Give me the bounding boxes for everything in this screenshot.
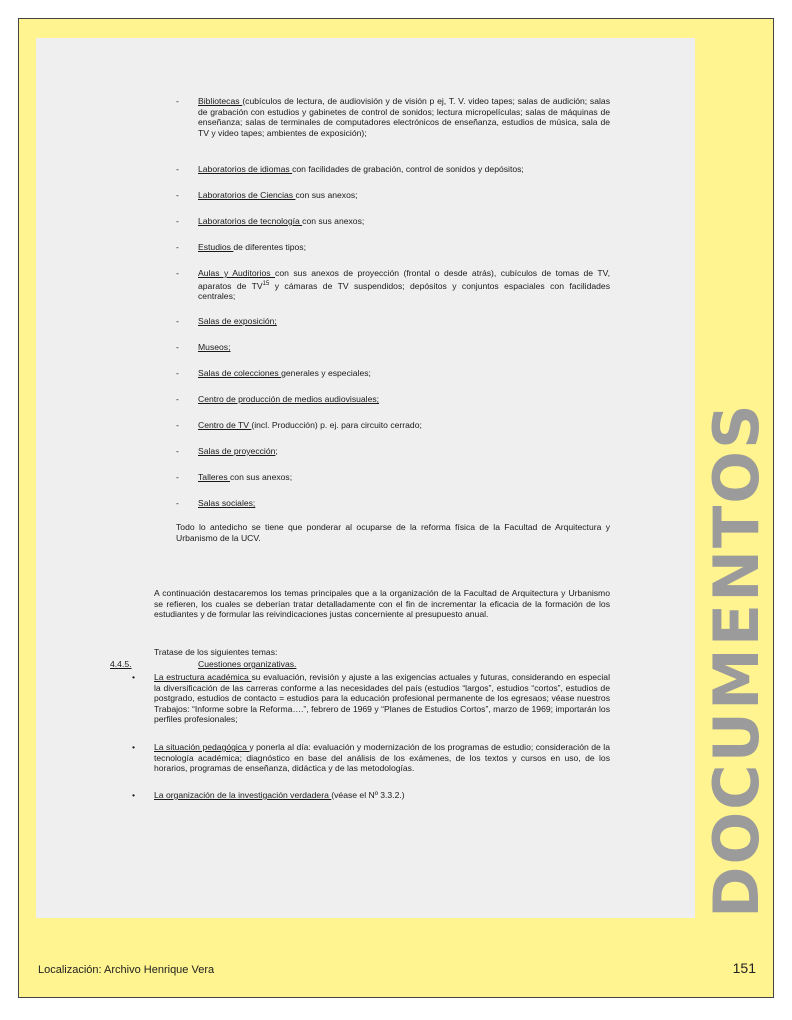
- topic-label: La estructura académica: [154, 672, 252, 682]
- section-number: 4.4.5.: [110, 659, 132, 669]
- list-item-label: Salas de proyección: [198, 446, 276, 456]
- topic-bullet: [132, 742, 610, 774]
- list-item: [176, 242, 610, 253]
- list-item: [176, 472, 610, 483]
- list-dash: -: [176, 316, 179, 326]
- footer-location: Localización: Archivo Henrique Vera: [38, 964, 215, 976]
- list-item: [176, 164, 610, 175]
- topic-bullet: [132, 790, 610, 801]
- list-item: [176, 268, 610, 302]
- list-item-text: [198, 96, 610, 138]
- topic-bullet: [132, 672, 610, 725]
- list-item-text: [198, 420, 610, 431]
- list-item-label: Salas sociales;: [198, 498, 256, 508]
- list-item-body: con sus anexos de proyección (frontal o desde atrás), cubículos de tomas de TV, aparatos de TV: [198, 268, 610, 291]
- list-item-text: [198, 498, 610, 509]
- list-dash: -: [176, 420, 179, 430]
- list-item-text: [198, 316, 610, 327]
- list-item-text: [198, 368, 610, 379]
- list-item: [176, 342, 610, 353]
- list-item-text: [198, 446, 610, 457]
- list-item-label: Laboratorios de Ciencias: [198, 190, 296, 200]
- list-item-text: [198, 242, 610, 253]
- list-item-body: y cámaras de TV suspendidos; depósitos y conjuntos espaciales con facilidades centrales;: [198, 280, 610, 302]
- topic-body: su evaluación, revisión y ajuste a las exigencias actuales y futuras, considerando en especial la diversificación de las carreras conforme a las necesidades del país (estudios “largos”, estudios “cortos”, estudios de postgrado, estudios de contacto = estudios para la educación profesional permanente de los egresaos; véase nuestros Trabajos: “Informe sobre la Reforma….”, febrero de 1969 y “Planes de Estudios Cortos”, marzo de 1969; importarán los perfiles profesionales;: [154, 672, 610, 725]
- list-dash: -: [176, 368, 179, 378]
- list-item-label: Centro de producción de medios audiovisuales;: [198, 394, 380, 404]
- list-dash: -: [176, 96, 179, 106]
- list-item-label: Salas de colecciones: [198, 368, 282, 378]
- list-item-label: Aulas y Auditorios: [198, 268, 276, 278]
- list-item-text: [198, 190, 610, 201]
- topic-text: [154, 790, 610, 801]
- list-dash: -: [176, 216, 179, 226]
- bullet-dot: •: [132, 742, 136, 752]
- list-item-label: Salas de exposición;: [198, 316, 277, 326]
- list-item-label: Laboratorios de tecnología: [198, 216, 303, 226]
- list-item: [176, 316, 610, 327]
- topic-text: [154, 672, 610, 725]
- bullet-dot: •: [132, 672, 136, 682]
- list-dash: -: [176, 242, 179, 252]
- bullet-dot: •: [132, 790, 136, 800]
- list-item: [176, 368, 610, 379]
- list-dash: -: [176, 190, 179, 200]
- section-title: Cuestiones organizativas.: [198, 659, 297, 669]
- footnote-marker: 15: [262, 280, 270, 287]
- list-item-body: con sus anexos;: [302, 216, 365, 226]
- list-item-label: Bibliotecas: [198, 96, 243, 106]
- list-item: [176, 498, 610, 509]
- list-dash: -: [176, 394, 179, 404]
- list-item: [176, 216, 610, 227]
- page-number: 151: [732, 960, 756, 976]
- list-item-label: Talleres: [198, 472, 230, 482]
- list-dash: -: [176, 472, 179, 482]
- list-item-body: (incl. Producción) p. ej. para circuito cerrado;: [251, 420, 422, 430]
- closing-paragraph: Todo lo antedicho se tiene que ponderar al ocuparse de la reforma física de la Facultad de Arquitectura y Urbanismo de la UCV.: [176, 522, 610, 543]
- list-dash: -: [176, 268, 179, 278]
- list-item-body: ;: [275, 446, 278, 456]
- list-dash: -: [176, 498, 179, 508]
- list-item: [176, 190, 610, 201]
- side-title: DOCUMENTOS: [700, 402, 773, 918]
- list-item: [176, 96, 610, 138]
- list-item-body: con facilidades de grabación, control de sonidos y depósitos;: [292, 164, 524, 174]
- topic-label: La organización de la investigación verdadera: [154, 790, 332, 800]
- list-item-label: Centro de TV: [198, 420, 252, 430]
- list-item-body: generales y especiales;: [281, 368, 371, 378]
- list-item-text: [198, 164, 610, 175]
- list-item: [176, 446, 610, 457]
- list-item-label: Museos;: [198, 342, 231, 352]
- list-dash: -: [176, 342, 179, 352]
- list-item-label: Laboratorios de idiomas: [198, 164, 293, 174]
- topic-text: [154, 742, 610, 774]
- list-item: [176, 420, 610, 431]
- list-dash: -: [176, 446, 179, 456]
- list-item-text: [198, 342, 610, 353]
- topics-intro: Tratase de los siguientes temas:: [154, 647, 278, 657]
- list-item-text: [198, 472, 610, 483]
- list-item-label: Estudios: [198, 242, 234, 252]
- list-item: [176, 394, 610, 405]
- list-item-text: [198, 216, 610, 227]
- topic-label: La situación pedagógica: [154, 742, 250, 752]
- list-item-text: [198, 394, 610, 405]
- list-item-body: de diferentes tipos;: [233, 242, 306, 252]
- topic-body: y ponerla al día: evaluación y modernización de los programas de estudio; consideración de la tecnología académica; diagnóstico en base del análisis de los exámenes, de los textos y cursos en uso, de los horarios, programas de enseñanza, didáctica y de las metodologías.: [154, 742, 610, 774]
- list-item-text: [198, 268, 610, 302]
- topic-body: (véase el Nº 3.3.2.): [331, 790, 405, 800]
- intro-paragraph: A continuación destacaremos los temas principales que a la organización de la Facultad de Arquitectura y Urbanismo se refieren, los cuales se deberían tratar detalladamente con el fin de incrementar la eficacia de la formación de los estudiantes y de formular las reivindicaciones justas concerniente al presupuesto anual.: [154, 588, 610, 620]
- list-item-body: (cubículos de lectura, de audiovisión y de visión p ej, T. V. video tapes; salas de audición; salas de grabación con estudios y gabinetes de control de sonidos; lectura micropelículas; salas de máquinas de enseñanza; salas de terminales de computadores electrónicos de enseñanza, estudios de música, sala de TV y video tapes; ambientes de exposición);: [198, 96, 610, 138]
- list-item-body: con sus anexos;: [230, 472, 293, 482]
- list-dash: -: [176, 164, 179, 174]
- list-item-body: con sus anexos;: [295, 190, 358, 200]
